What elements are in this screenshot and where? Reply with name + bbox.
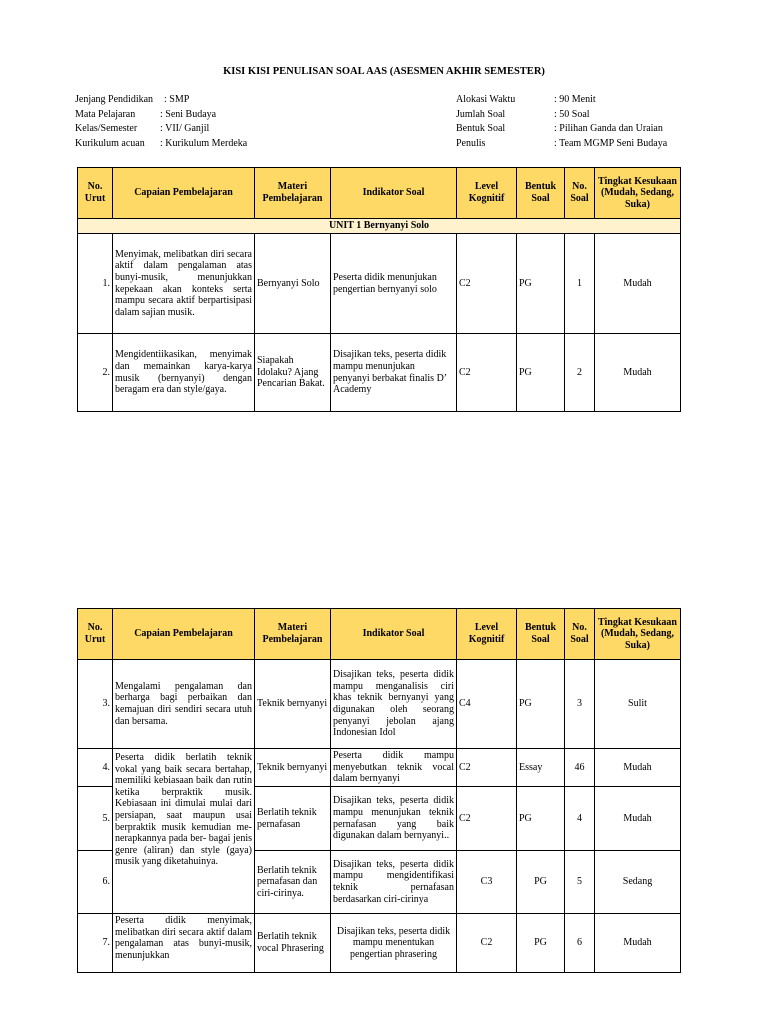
cell-bentuk: Essay bbox=[517, 749, 565, 787]
meta-value: : Pilihan Ganda dan Uraian bbox=[554, 123, 663, 134]
cell-level: C3 bbox=[457, 851, 517, 914]
header-indikator: Indikator Soal bbox=[331, 168, 457, 219]
kisi-table-2 bbox=[77, 608, 681, 973]
meta-key: Penulis bbox=[456, 137, 486, 149]
cell-indikator: Disajikan teks, peserta didik mampu menganalisis ciri khas teknik bernyanyi yang digunakan oleh seorang penyanyi jebolan ajang Indonesian Idol bbox=[331, 660, 457, 749]
unit-row bbox=[78, 219, 681, 234]
cell-capaian: Mengalami pengalaman dan berharga bagi perbaikan dan kemajuan diri sendiri secara utuh dan bersama. bbox=[113, 660, 255, 749]
header-capaian: Capaian Pembelajaran bbox=[113, 609, 255, 660]
cell-level: C2 bbox=[457, 787, 517, 851]
meta-key: Mata Pelajaran bbox=[75, 108, 136, 120]
cell-materi: Berlatih teknik vocal Phrasering bbox=[255, 914, 331, 973]
cell-materi: Bernyanyi Solo bbox=[255, 234, 331, 334]
cell-bentuk: PG bbox=[517, 914, 565, 973]
header-tingkat: Tingkat Kesukaan (Mudah, Sedang, Suka) bbox=[595, 609, 681, 660]
cell-nosoal: 4 bbox=[565, 787, 595, 851]
table-row bbox=[78, 234, 681, 334]
cell-bentuk: PG bbox=[517, 787, 565, 851]
cell-indikator: Peserta didik mampu menyebutkan teknik vocal dalam bernyanyi bbox=[331, 749, 457, 787]
meta-key: Kurikulum acuan bbox=[75, 137, 145, 149]
meta-key: Jumlah Soal bbox=[456, 108, 506, 120]
cell-nosoal: 5 bbox=[565, 851, 595, 914]
cell-tingkat: Mudah bbox=[595, 234, 681, 334]
cell-indikator: Disajikan teks, peserta didik mampu menentukan pengertian phrasering bbox=[331, 914, 457, 973]
header-bentuk: Bentuk Soal bbox=[517, 168, 565, 219]
cell-no: 2. bbox=[78, 334, 113, 412]
cell-capaian: Mengidentiikasikan, menyimak dan memainkan karya-karya musik (bernyanyi) dengan beragam era dan style/gaya. bbox=[113, 334, 255, 412]
cell-bentuk: PG bbox=[517, 851, 565, 914]
cell-indikator: Peserta didik menunjukan pengertian bernyanyi solo bbox=[331, 234, 457, 334]
header-materi: Materi Pembelajaran bbox=[255, 609, 331, 660]
meta-key: Jenjang Pendidikan bbox=[75, 94, 154, 105]
document-title: KISI KISI PENULISAN SOAL AAS (ASESMEN AKHIR SEMESTER) bbox=[223, 66, 545, 77]
kisi-table-1 bbox=[77, 167, 681, 412]
table-header-row bbox=[78, 609, 681, 660]
meta-key: Bentuk Soal bbox=[456, 123, 506, 134]
meta-value: : Team MGMP Seni Budaya bbox=[554, 137, 668, 149]
cell-materi: Siapakah Idolaku? Ajang Pencarian Bakat. bbox=[255, 334, 331, 412]
cell-tingkat: Sulit bbox=[595, 660, 681, 749]
cell-bentuk: PG bbox=[517, 660, 565, 749]
cell-tingkat: Mudah bbox=[595, 749, 681, 787]
table-row bbox=[78, 334, 681, 412]
header-capaian: Capaian Pembelajaran bbox=[113, 168, 255, 219]
header-no: No. Urut bbox=[78, 609, 113, 660]
cell-no: 7. bbox=[78, 914, 113, 973]
cell-capaian: Menyimak, melibatkan diri secara aktif dalam pengalaman atas bunyi-musik, menunjukkan kepekaan akan konteks serta mampu secara aktif berpartisipasi dalam sajian musik. bbox=[113, 234, 255, 334]
cell-tingkat: Sedang bbox=[595, 851, 681, 914]
cell-materi: Berlatih teknik pernafasan bbox=[255, 787, 331, 851]
cell-nosoal: 1 bbox=[565, 234, 595, 334]
cell-no: 6. bbox=[78, 851, 113, 914]
cell-no: 5. bbox=[78, 787, 113, 851]
cell-nosoal: 2 bbox=[565, 334, 595, 412]
header-nosoal: No. Soal bbox=[565, 168, 595, 219]
cell-materi: Teknik bernyanyi bbox=[255, 660, 331, 749]
cell-indikator: Disajikan teks, peserta didik mampu menunjukan teknik pernafasan yang baik digunakan dalam bernyanyi.. bbox=[331, 787, 457, 851]
cell-indikator: Disajikan teks, peserta didik mampu menunjukan penyanyi berbakat finalis D’ Academy bbox=[331, 334, 457, 412]
meta-value: : 90 Menit bbox=[554, 94, 596, 105]
header-materi: Materi Pembelajaran bbox=[255, 168, 331, 219]
table-row bbox=[78, 749, 681, 787]
cell-no: 3. bbox=[78, 660, 113, 749]
table-row bbox=[78, 660, 681, 749]
header-level: Level Kognitif bbox=[457, 168, 517, 219]
cell-tingkat: Mudah bbox=[595, 787, 681, 851]
cell-bentuk: PG bbox=[517, 234, 565, 334]
meta-value: : SMP bbox=[164, 94, 190, 105]
cell-nosoal: 3 bbox=[565, 660, 595, 749]
cell-level: C2 bbox=[457, 334, 517, 412]
table-header-row bbox=[78, 168, 681, 219]
cell-indikator: Disajikan teks, peserta didik mampu mengidentifikasi teknik pernafasan berdasarkan ciri-cirinya bbox=[331, 851, 457, 914]
cell-tingkat: Mudah bbox=[595, 334, 681, 412]
cell-level: C4 bbox=[457, 660, 517, 749]
header-bentuk: Bentuk Soal bbox=[517, 609, 565, 660]
header-tingkat: Tingkat Kesukaan (Mudah, Sedang, Suka) bbox=[595, 168, 681, 219]
meta-key: Alokasi Waktu bbox=[456, 94, 516, 105]
meta-value: : VII/ Ganjil bbox=[160, 123, 210, 134]
cell-capaian: Peserta didik berlatih teknik vokal yang baik secara bertahap, memiliki kebiasaan baik dan rutin ketika berpraktik musik. Kebiasaan ini dimulai mulai dari persiapan, saat maupun usai berpraktik musik kemudian me- nerapkannya pada ber- bagai jenis genre (aliran) dan style (gaya) musik yang diketahuinya. bbox=[113, 749, 255, 914]
cell-nosoal: 46 bbox=[565, 749, 595, 787]
cell-level: C2 bbox=[457, 749, 517, 787]
meta-value: : Kurikulum Merdeka bbox=[160, 137, 248, 149]
cell-bentuk: PG bbox=[517, 334, 565, 412]
cell-capaian: Peserta didik menyimak, melibatkan diri secara aktif dalam pengalaman atas bunyi-musik, menunjukkan bbox=[113, 914, 255, 973]
header-nosoal: No. Soal bbox=[565, 609, 595, 660]
header-indikator: Indikator Soal bbox=[331, 609, 457, 660]
cell-level: C2 bbox=[457, 914, 517, 973]
meta-value: : Seni Budaya bbox=[160, 108, 217, 120]
table-row bbox=[78, 914, 681, 973]
cell-no: 4. bbox=[78, 749, 113, 787]
meta-key: Kelas/Semester bbox=[75, 123, 138, 134]
unit-title: UNIT 1 Bernyanyi Solo bbox=[78, 219, 681, 234]
cell-tingkat: Mudah bbox=[595, 914, 681, 973]
cell-materi: Teknik bernyanyi bbox=[255, 749, 331, 787]
cell-nosoal: 6 bbox=[565, 914, 595, 973]
meta-value: : 50 Soal bbox=[554, 108, 590, 120]
cell-level: C2 bbox=[457, 234, 517, 334]
cell-materi: Berlatih teknik pernafasan dan ciri-cirinya. bbox=[255, 851, 331, 914]
header-level: Level Kognitif bbox=[457, 609, 517, 660]
cell-no: 1. bbox=[78, 234, 113, 334]
header-no: No. Urut bbox=[78, 168, 113, 219]
